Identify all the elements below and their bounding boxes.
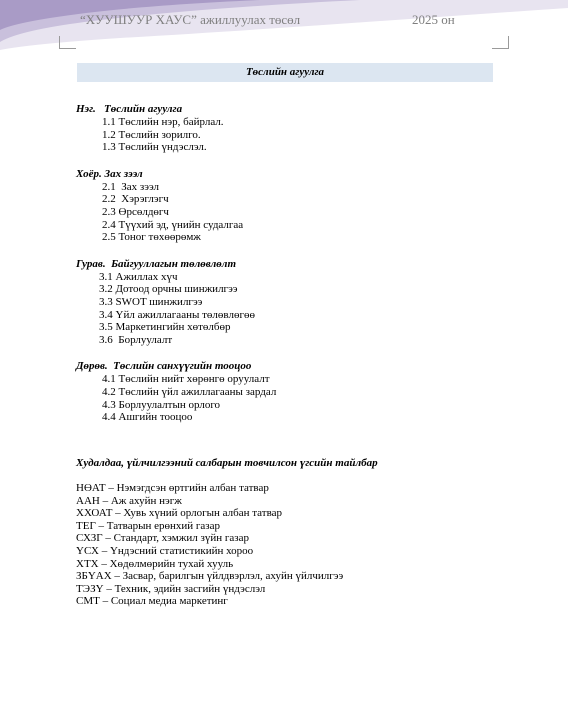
abbreviation-item: ТЭЗҮ – Техник, эдийн засгийн үндэслэл [76, 582, 266, 595]
abbreviation-item: ХТХ – Хөдөлмөрийн тухай хууль [76, 557, 234, 570]
toc-item: 4.2 Төслийн үйл ажиллагааны зардал [102, 385, 277, 398]
toc-item: 1.3 Төслийн үндэслэл. [102, 141, 207, 154]
toc-item: 3.4 Үйл ажиллагааны төлөвлөгөө [99, 308, 255, 321]
toc-title: Төслийн агуулга [77, 63, 493, 82]
toc-item: 3.1 Ажиллах хүч [99, 270, 178, 283]
toc-item: 4.4 Ашгийн тооцоо [102, 411, 193, 424]
abbreviation-item: СМТ – Социал медиа маркетинг [76, 595, 228, 608]
toc-item: 3.5 Маркетингийн хөтөлбөр [99, 321, 231, 334]
header-document-title: “ХУУШУУР ХАУС” ажиллуулах төсөл [80, 12, 301, 27]
abbreviation-item: ААН – Аж ахуйн нэгж [76, 494, 182, 507]
toc-item: 4.3 Борлуулалтын орлого [102, 398, 221, 411]
abbreviation-title: Худалдаа, үйлчилгээний салбарын товчилсон үгсийн тайлбар [76, 457, 378, 469]
toc-item: 2.4 Түүхий эд, үнийн судалгаа [102, 218, 244, 231]
toc-item: 1.2 Төслийн зорилго. [102, 128, 201, 141]
abbreviation-item: ҮСХ – Үндэсний статистикийн хороо [76, 544, 254, 557]
abbreviation-item: ТЕГ – Татварын ерөнхий газар [76, 519, 221, 532]
table-of-contents [76, 102, 506, 437]
toc-item: 4.1 Төслийн нийт хөрөнгө оруулалт [102, 373, 270, 386]
toc-item: 2.3 Өрсөлдөгч [102, 205, 169, 218]
toc-item: 3.3 SWOT шинжилгээ [99, 295, 203, 308]
toc-item: 3.6 Борлуулалт [99, 333, 173, 346]
header-year: 2025 он [412, 12, 455, 27]
abbreviation-list [76, 456, 516, 608]
toc-section-title: Хоёр. Зах зээл [76, 167, 143, 180]
toc-item: 2.1 Зах зээл [102, 180, 159, 193]
toc-item: 3.2 Дотоод орчны шинжилгээ [99, 283, 238, 296]
toc-section-title: Дөрөв. Төслийн санхүүгийн тооцоо [76, 360, 252, 373]
toc-section-title: Гурав. Байгууллагын төлөвлөлт [76, 257, 237, 270]
crop-mark-right [492, 36, 509, 49]
toc-item: 1.1 Төслийн нэр, байрлал. [102, 116, 224, 128]
toc-item: 2.5 Тоног төхөөрөмж [102, 231, 201, 244]
toc-section-3 [76, 257, 506, 347]
abbreviation-item: СХЗГ – Стандарт, хэмжил зүйн газар [76, 532, 249, 545]
abbreviation-item: ЗБҮАХ – Засвар, барилгын үйлдвэрлэл, ахуйн үйлчилгээ [76, 570, 344, 583]
header-decoration [0, 0, 568, 60]
toc-section-4 [76, 359, 506, 423]
abbreviation-item: ХХОАТ – Хувь хүний орлогын албан татвар [76, 507, 283, 520]
toc-section-title: Нэг. Төслийн агуулга [76, 103, 183, 115]
toc-section-2 [76, 167, 506, 244]
toc-section-1 [76, 102, 506, 154]
abbreviation-item: НӨАТ – Нэмэгдсэн өртгийн албан татвар [76, 482, 269, 494]
crop-mark-left [59, 36, 76, 49]
toc-item: 2.2 Хэрэглэгч [102, 193, 169, 206]
